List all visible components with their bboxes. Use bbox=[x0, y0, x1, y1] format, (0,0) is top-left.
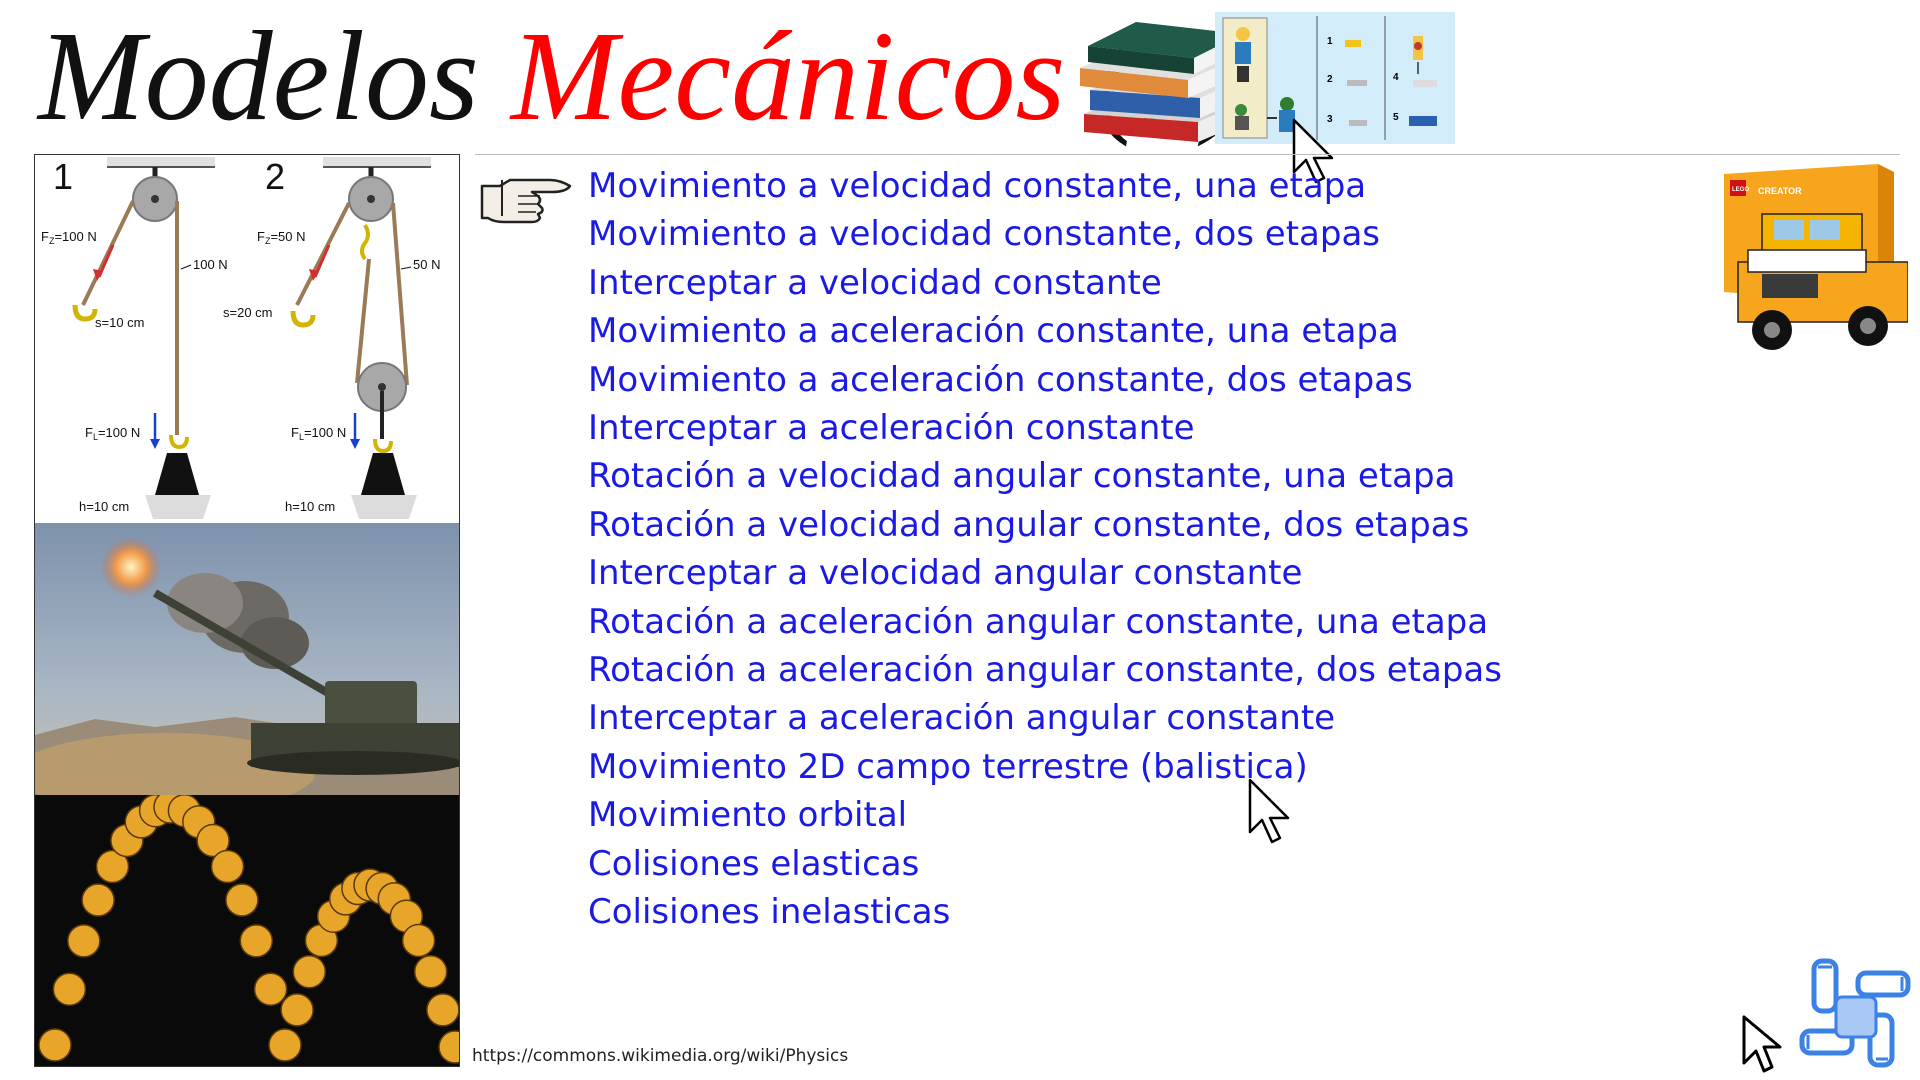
illustration-panel bbox=[34, 154, 460, 1067]
mouse-pointer-icon bbox=[1246, 778, 1298, 848]
header-divider bbox=[475, 154, 1900, 155]
collaboration-hands-icon[interactable] bbox=[1742, 955, 1920, 1075]
manual-step-2: 2 bbox=[1327, 74, 1333, 85]
fl1-label: $F_L=100$ N bbox=[85, 425, 141, 442]
manual-step-1: 1 bbox=[1327, 36, 1333, 47]
link-item[interactable]: Interceptar a velocidad angular constante bbox=[588, 553, 1303, 594]
h1-label: h=10 cm bbox=[79, 499, 130, 514]
manual-step-3: 3 bbox=[1327, 114, 1333, 125]
rope1-label: 100 N bbox=[193, 257, 228, 272]
h2-label: h=10 cm bbox=[285, 499, 336, 514]
lego-box-image[interactable] bbox=[1718, 162, 1908, 362]
diagram-label-2: 2 bbox=[265, 156, 286, 197]
link-item[interactable]: Rotación a velocidad angular constante, una etapa bbox=[588, 456, 1456, 497]
pointing-hand-icon bbox=[478, 172, 574, 224]
fz2-label: $F_Z=50$ N bbox=[257, 229, 306, 246]
link-item[interactable]: Interceptar a aceleración constante bbox=[588, 408, 1195, 449]
link-item[interactable]: Movimiento a velocidad constante, una etapa bbox=[588, 166, 1367, 206]
fl2-label: $F_L=100$ N bbox=[291, 425, 347, 442]
link-item[interactable]: Movimiento a velocidad constante, dos etapas bbox=[588, 214, 1381, 255]
s1-label: s=10 cm bbox=[95, 315, 145, 330]
lego-line: CREATOR bbox=[1758, 186, 1802, 196]
lego-brand: LEGO bbox=[1732, 187, 1750, 193]
title-part-2: Mecánicos bbox=[510, 5, 1066, 147]
link-item[interactable]: Colisiones elasticas bbox=[588, 843, 920, 884]
link-item[interactable]: Colisiones inelasticas bbox=[588, 892, 951, 933]
link-item[interactable]: Rotación a aceleración angular constante, una etapa bbox=[588, 601, 1489, 642]
diagram-label-1: 1 bbox=[53, 156, 74, 197]
link-item[interactable]: Movimiento a aceleración constante, dos etapas bbox=[588, 359, 1413, 400]
link-item[interactable]: Interceptar a velocidad constante bbox=[588, 262, 1162, 303]
title-part-1: Modelos bbox=[38, 5, 479, 147]
link-item[interactable]: Rotación a velocidad angular constante, dos etapas bbox=[588, 504, 1470, 545]
artillery-photo bbox=[35, 523, 459, 795]
link-item[interactable]: Movimiento 2D campo terrestre (balistica) bbox=[588, 746, 1308, 787]
fz1-label: $F_Z=100$ N bbox=[41, 229, 97, 246]
pulley-diagram bbox=[35, 155, 459, 523]
manual-step-4: 4 bbox=[1393, 72, 1399, 83]
s2-label: s=20 cm bbox=[223, 305, 273, 320]
bouncing-ball-photo bbox=[35, 795, 459, 1066]
rope2-label: 50 N bbox=[413, 257, 441, 272]
link-item[interactable]: Interceptar a aceleración angular constante bbox=[588, 698, 1336, 739]
model-link-list bbox=[588, 162, 1502, 937]
page-title bbox=[38, 6, 1247, 147]
link-item[interactable]: Movimiento orbital bbox=[588, 795, 908, 836]
link-item[interactable]: Movimiento a aceleración constante, una etapa bbox=[588, 311, 1399, 352]
manual-step-5: 5 bbox=[1393, 112, 1399, 123]
source-link[interactable]: https://commons.wikimedia.org/wiki/Physics bbox=[472, 1046, 849, 1066]
link-item[interactable]: Rotación a aceleración angular constante, dos etapas bbox=[588, 650, 1502, 691]
